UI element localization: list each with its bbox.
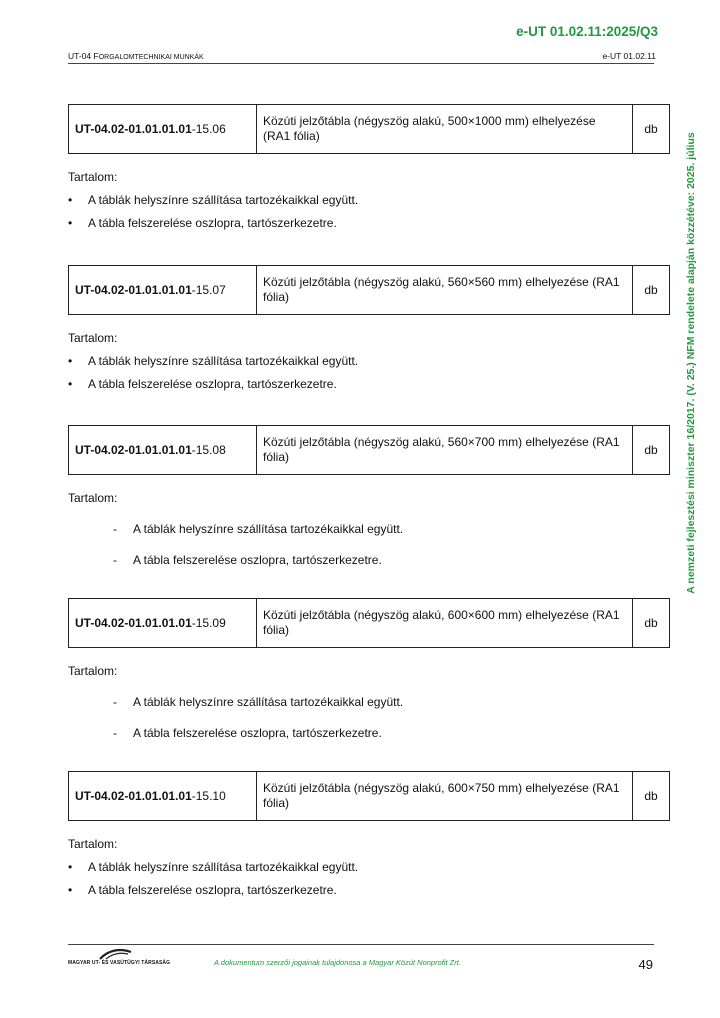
content-item: • A táblák helyszínre szállítása tartozékaikkal együtt.: [68, 354, 670, 368]
content-list: [68, 354, 670, 391]
page-number: 49: [638, 957, 653, 972]
item-code-bold: UT-04.02-01.01.01.01: [75, 122, 192, 136]
item-unit: db: [633, 426, 670, 475]
item-description: Közúti jelzőtábla (négyszög alakú, 600×600 mm) elhelyezése (RA1 fólia): [257, 599, 633, 648]
content-item: • A táblák helyszínre szállítása tartozékaikkal együtt.: [68, 193, 670, 207]
content-list: [68, 695, 670, 740]
copyright-notice: A dokumentum szerzői jogainak tulajdonosa a Magyar Közút Nonprofit Zrt.: [214, 958, 461, 967]
header-divider: [68, 63, 654, 64]
content-item: • A tábla felszerelése oszlopra, tartószerkezetre.: [68, 216, 670, 230]
header-chapter-rest: ORGALOMTECHNIKAI MUNKÁK: [98, 54, 204, 61]
content-list: [68, 522, 670, 567]
item-block: [68, 265, 670, 391]
item-code-cell: [69, 772, 257, 821]
item-description: Közúti jelzőtábla (négyszög alakú, 560×560 mm) elhelyezése (RA1 fólia): [257, 266, 633, 315]
footer-divider: [68, 944, 654, 945]
content-item: • A tábla felszerelése oszlopra, tartószerkezetre.: [68, 377, 670, 391]
item-table: [68, 598, 670, 648]
content-label: Tartalom:: [68, 837, 118, 851]
road-logo-icon: [98, 948, 132, 960]
society-logo: [68, 948, 171, 970]
item-unit: db: [633, 772, 670, 821]
item-table: [68, 425, 670, 475]
content-item: - A tábla felszerelése oszlopra, tartószerkezetre.: [68, 726, 670, 740]
header-chapter: [68, 51, 204, 61]
item-description: Közúti jelzőtábla (négyszög alakú, 560×700 mm) elhelyezése (RA1 fólia): [257, 426, 633, 475]
header-chapter-prefix: UT-04 F: [68, 51, 99, 61]
content-label: Tartalom:: [68, 170, 118, 184]
item-code-suffix: -15.08: [191, 443, 226, 457]
item-code-suffix: -15.06: [191, 122, 226, 136]
header-doc-ref: e-UT 01.02.11: [602, 51, 656, 61]
document-code: e-UT 01.02.11:2025/Q3: [516, 24, 658, 39]
item-table: [68, 771, 670, 821]
item-code-cell: [69, 599, 257, 648]
content-label: Tartalom:: [68, 331, 118, 345]
item-table: [68, 265, 670, 315]
content-label: Tartalom:: [68, 664, 118, 678]
item-code-cell: [69, 105, 257, 154]
item-description: Közúti jelzőtábla (négyszög alakú, 500×1000 mm) elhelyezése (RA1 fólia): [257, 105, 633, 154]
item-unit: db: [633, 105, 670, 154]
publication-side-note: A nemzeti fejlesztési miniszter 16/2017. (V. 25.) NFM rendelete alapján közzétéve: 2025. július: [685, 132, 697, 594]
item-code-bold: UT-04.02-01.01.01.01: [75, 789, 192, 803]
item-code-bold: UT-04.02-01.01.01.01: [75, 443, 192, 457]
item-block: [68, 104, 670, 230]
item-code-cell: [69, 266, 257, 315]
item-code-suffix: -15.09: [191, 616, 226, 630]
content-item: - A tábla felszerelése oszlopra, tartószerkezetre.: [68, 553, 670, 567]
item-code-suffix: -15.10: [191, 789, 226, 803]
item-description: Közúti jelzőtábla (négyszög alakú, 600×750 mm) elhelyezése (RA1 fólia): [257, 772, 633, 821]
content-item: • A táblák helyszínre szállítása tartozékaikkal együtt.: [68, 860, 670, 874]
item-code-bold: UT-04.02-01.01.01.01: [75, 283, 192, 297]
item-table: [68, 104, 670, 154]
item-block: [68, 771, 670, 897]
content-list: [68, 193, 670, 230]
item-code-bold: UT-04.02-01.01.01.01: [75, 616, 192, 630]
item-unit: db: [633, 599, 670, 648]
content-item: - A táblák helyszínre szállítása tartozékaikkal együtt.: [68, 695, 670, 709]
item-block: [68, 598, 670, 740]
content-item: • A tábla felszerelése oszlopra, tartószerkezetre.: [68, 883, 670, 897]
item-block: [68, 425, 670, 567]
content-item: - A táblák helyszínre szállítása tartozékaikkal együtt.: [68, 522, 670, 536]
content-list: [68, 860, 670, 897]
content-label: Tartalom:: [68, 491, 118, 505]
item-unit: db: [633, 266, 670, 315]
item-code-suffix: -15.07: [191, 283, 226, 297]
item-code-cell: [69, 426, 257, 475]
logo-text: MAGYAR UT- ÉS VASÚTÜGYI TÁRSASÁG: [68, 960, 171, 966]
